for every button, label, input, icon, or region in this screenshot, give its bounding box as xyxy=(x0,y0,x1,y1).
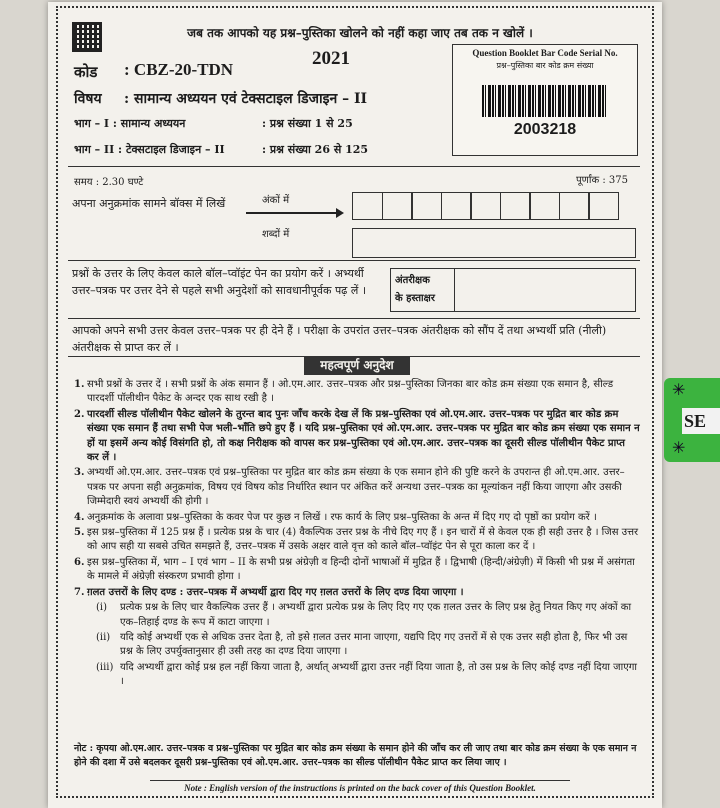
instruction-text: ग़लत उत्तरों के लिए दण्ड : उत्तर–पत्रक में अभ्यर्थी द्वारा दिए गए ग़लत उत्तरों के लिए दण्ड दिया जाएगा । xyxy=(87,586,464,598)
side-tab-label: SE xyxy=(682,408,720,434)
exam-year: 2021 xyxy=(312,48,350,69)
instructions-heading: महत्वपूर्ण अनुदेश xyxy=(304,356,410,375)
sub-instruction-item xyxy=(74,661,640,690)
roll-digit-box[interactable] xyxy=(441,192,472,220)
invigilator-label-line2: के हस्ताक्षर xyxy=(395,293,435,304)
exam-time: समय : 2.30 घण्टे xyxy=(74,177,144,188)
sub-instruction-text: प्रत्येक प्रश्न के लिए चार वैकल्पिक उत्तर हैं । अभ्यर्थी द्वारा प्रत्येक प्रश्न के लिए दिए गए एक ग़लत उत्तर के लिए प्रश्न हेतु नियत किए गए अंकों का एक–तिहाई दण्ड के रूप में काटा जाएगा । xyxy=(120,602,632,628)
in-words-label: शब्दों में xyxy=(262,229,290,240)
roll-digit-box[interactable] xyxy=(529,192,560,220)
instruction-item xyxy=(74,586,640,600)
divider xyxy=(68,260,640,261)
roll-digit-box[interactable] xyxy=(500,192,531,220)
instruction-text: पारदर्शी सील्ड पॉलीथीन पैकेट खोलने के तुरन्त बाद पुनः जाँच करके देख लें कि प्रश्न–पुस्तिका एवं ओ.एम.आर. उत्तर–पत्रक पर मुद्रित बार कोड क्रम संख्या एक समान हैं तथा सभी पेज भली–भाँति छपे हुए हैं । यदि प्रश्न–पुस्तिका एवं ओ.एम.आर. उत्तर–पत्रक पर मुद्रित बार कोड क्रम संख्या एक समान न हों या इसमें अन्य कोई विसंगति हो, तो कक्ष निरीक्षक को वापस कर प्रश्न–पुस्तिका एवं ओ.एम.आर. उत्तर–पत्रक का दूसरी सील्ड पॉलीथीन पैकेट प्राप्त कर लें । xyxy=(87,408,640,464)
barcode-icon xyxy=(482,85,608,117)
barcode-subtitle: प्रश्न–पुस्तिका बार कोड क्रम संख्या xyxy=(496,61,594,70)
roll-digit-box[interactable] xyxy=(559,192,590,220)
instruction-number: 4. xyxy=(74,511,85,523)
instruction-item xyxy=(74,526,640,555)
roll-digit-box[interactable] xyxy=(352,192,383,220)
asterisk-icon: ✳ xyxy=(672,438,686,457)
roll-digit-box[interactable] xyxy=(470,192,501,220)
instruction-item xyxy=(74,511,640,525)
instruction-text: अनुक्रमांक के अलावा प्रश्न–पुस्तिका के कवर पेज पर कुछ न लिखें । रफ कार्य के लिए प्रश्न–पुस्तिका के अन्त में दिए गए दो पृष्ठों का प्रयोग करें । xyxy=(87,511,597,523)
answer-sheet-note: आपको अपने सभी उत्तर केवल उत्तर–पत्रक पर ही देने हैं । परीक्षा के उपरांत उत्तर–पत्रक अंतरीक्षक को सौंप दें तथा अभ्यर्थी प्रति (नीली) अंतरीक्षक से प्राप्त कर लें । xyxy=(72,324,607,354)
subject-value: : सामान्य अध्ययन एवं टेक्सटाइल डिजाइन – II xyxy=(124,91,368,107)
sub-instruction-item xyxy=(74,631,640,660)
barcode-serial: 2003218 xyxy=(513,121,577,138)
asterisk-icon: ✳ xyxy=(672,380,686,399)
sub-instruction-number: (ii) xyxy=(96,631,111,643)
sub-instruction-text: यदि अभ्यर्थी द्वारा कोई प्रश्न हल नहीं किया जाता है, अर्थात् अभ्यर्थी द्वारा उत्तर नहीं दिया जाता है, तो उस प्रश्न के लिए कोई दण्ड नहीं दिया जाएगा । xyxy=(120,661,637,688)
in-digits-label: अंकों में xyxy=(262,195,290,206)
part1-questions: : प्रश्न संख्या 1 से 25 xyxy=(262,117,353,130)
instruction-text: सभी प्रश्नों के उत्तर दें । सभी प्रश्नों के अंक समान हैं । ओ.एम.आर. उत्तर–पत्रक और प्रश्न–पुस्तिका जिनका बार कोड क्रम संख्या एक समान है, सील्ड पारदर्शी पॉलीथीन पैकेट के अन्दर एक साथ रखी है । xyxy=(87,379,614,405)
roll-words-field[interactable] xyxy=(352,228,636,258)
divider xyxy=(68,166,640,167)
invigilator-label-line1: अंतरीक्षक xyxy=(395,275,430,286)
instruction-text: इस प्रश्न–पुस्तिका में 125 प्रश्न हैं । प्रत्येक प्रश्न के चार (4) वैकल्पिक उत्तर प्रश्न के नीचे दिए गए हैं । इन चारों में से केवल एक ही सही उत्तर है । जिस उत्तर को आप सही या सबसे उचित समझते हैं, उत्तर–पत्रक में उसके अक्षर वाले वृत्त को काले बॉल–प्वॉइंट पेन से पूरा काला कर दें । xyxy=(87,527,639,553)
instruction-text: इस प्रश्न–पुस्तिका में, भाग – I एवं भाग – II के सभी प्रश्न अंग्रेज़ी व हिन्दी दोनों भाषाओं में मुद्रित हैं । द्विभाषी (हिन्दी/अंग्रेज़ी) में किसी भी प्रश्न में असंगता के मामले में अंग्रेज़ी संस्करण प्रभावी होगा । xyxy=(87,556,635,583)
barcode-title: Question Booklet Bar Code Serial No. xyxy=(472,48,618,58)
instruction-item xyxy=(74,378,640,407)
instruction-item xyxy=(74,556,640,585)
roll-digit-box[interactable] xyxy=(382,192,413,220)
instruction-item xyxy=(74,408,640,466)
instruction-number: 3. xyxy=(74,467,85,479)
roll-digit-box[interactable] xyxy=(411,192,442,220)
subject-label: विषय xyxy=(74,91,102,107)
invigilator-label xyxy=(391,269,455,311)
english-version-note: Note : English version of the instructions is printed on the back cover of this Question Booklet. xyxy=(150,780,570,793)
roll-digit-boxes[interactable] xyxy=(352,192,618,220)
pen-instructions: प्रश्नों के उत्तर के लिए केवल काले बॉल–प्वॉइंट पेन का प्रयोग करें । अभ्यर्थी उत्तर–पत्रक पर उत्तर देने से पहले सभी अनुदेशों को सावधानीपूर्वक पढ़ लें । xyxy=(72,267,367,297)
roll-instruction: अपना अनुक्रमांक सामने बॉक्स में लिखें xyxy=(72,197,226,210)
instruction-number: 5. xyxy=(74,527,85,539)
part2-questions: : प्रश्न संख्या 26 से 125 xyxy=(262,143,369,156)
sub-instruction-text: यदि कोई अभ्यर्थी एक से अधिक उत्तर देता है, तो इसे ग़लत उत्तर माना जाएगा, यद्यपि दिए गए उत्तरों में से एक उत्तर सही होता है, फिर भी उस प्रश्न के लिए उपर्युक्तानुसार ही उसी तरह का दण्ड दिया जाएगा । xyxy=(120,631,628,658)
sub-instruction-number: (iii) xyxy=(96,661,114,673)
instruction-number: 6. xyxy=(74,556,85,568)
sub-instruction-item xyxy=(74,601,640,630)
instruction-item xyxy=(74,466,640,509)
part2-label: भाग – II : टेक्सटाइल डिजाइन – II xyxy=(74,143,225,156)
max-marks: पूर्णांक : 375 xyxy=(576,175,628,186)
code-value: : CBZ-20-TDN xyxy=(124,60,234,79)
arrow-right-icon xyxy=(246,212,342,214)
instruction-number: 2. xyxy=(74,408,85,420)
roll-digit-box[interactable] xyxy=(588,192,619,220)
barcode-box xyxy=(452,44,638,156)
qr-code-icon xyxy=(72,22,102,52)
divider xyxy=(68,318,640,319)
instruction-text: अभ्यर्थी ओ.एम.आर. उत्तर–पत्रक एवं प्रश्न–पुस्तिका पर मुद्रित बार कोड क्रम संख्या के एक समान होने की पुष्टि करने के उपरान्त ही ओ.एम.आर. उत्तर–पत्रक पर अपना सही अनुक्रमांक, विषय एवं विषय कोड निर्धारित स्थान पर अंकित करें अन्यथा उत्तर–पत्रक का मूल्यांकन नहीं किया जाएगा और उसकी जिम्मेदारी स्वयं अभ्यर्थी की होगी । xyxy=(87,467,625,508)
code-label: कोड xyxy=(74,63,98,81)
instruction-number: 1. xyxy=(74,379,85,390)
bottom-note: नोट : कृपया ओ.एम.आर. उत्तर–पत्रक व प्रश्न–पुस्तिका पर मुद्रित बार कोड क्रम संख्या के समान होने की जाँच कर ली जाए तथा बार कोड क्रम संख्या के एक समान न होने की दशा में उसे बदलकर दूसरी प्रश्न–पुस्तिका एवं ओ.एम.आर. उत्तर–पत्रक का सील्ड पॉलीथीन पैकेट प्राप्त कर लिया जाए । xyxy=(74,743,637,768)
part1-label: भाग – I : सामान्य अध्ययन xyxy=(74,117,186,130)
sub-instruction-number: (i) xyxy=(96,602,108,614)
instructions-list xyxy=(74,378,640,691)
top-warning: जब तक आपको यह प्रश्न–पुस्तिका खोलने को नहीं कहा जाए तब तक न खोलें । xyxy=(187,26,533,40)
invigilator-signature-box[interactable] xyxy=(390,268,636,312)
instruction-number: 7. xyxy=(74,586,85,598)
